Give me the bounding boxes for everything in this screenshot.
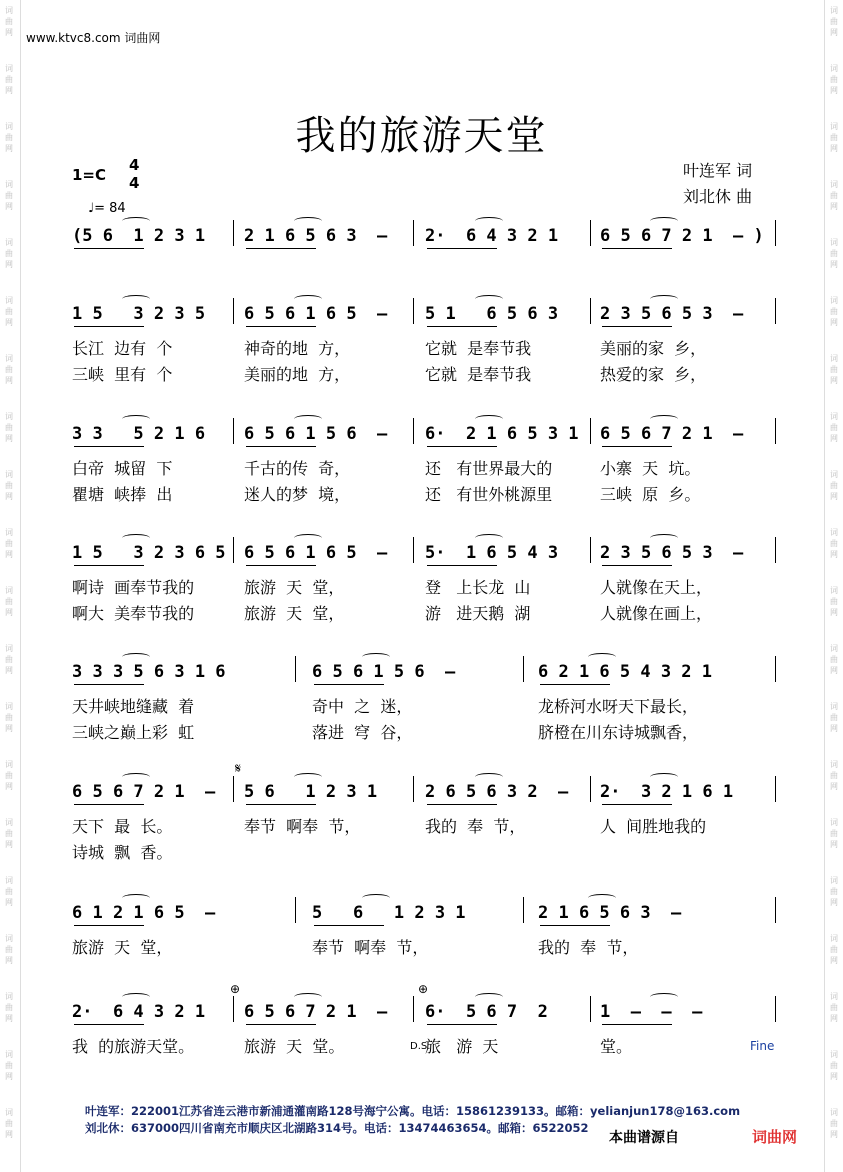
barline: [775, 298, 776, 324]
lyric-segment: 它就 是奉节我: [425, 365, 532, 384]
lyric-segment: 还 有世界最大的: [425, 459, 553, 478]
lyric-segment: 人就像在画上，: [600, 604, 713, 623]
barline: [775, 220, 776, 246]
barline: [233, 220, 234, 246]
lyric-segment: 啊诗 画奉节我的: [72, 578, 195, 597]
slur-mark: [122, 415, 150, 423]
slur-mark: [475, 993, 503, 1001]
slur-mark: [588, 653, 616, 661]
watermark-text: 词 曲 网: [830, 760, 838, 791]
barline: [413, 996, 414, 1022]
watermark-text: 词 曲 网: [830, 6, 838, 37]
slur-mark: [650, 295, 678, 303]
lyric-segment: 旅游 天 堂。: [244, 1037, 345, 1056]
beam-underline: [427, 326, 497, 327]
notation-line: [0, 903, 843, 933]
lyric-segment: 长江 边有 个: [72, 339, 173, 358]
watermark-text: 词 曲 网: [5, 412, 13, 443]
beam-underline: [74, 326, 144, 327]
slur-mark: [294, 773, 322, 781]
time-signature-top: 4: [129, 156, 140, 174]
lyric-segment: 我 的旅游天堂。: [72, 1037, 195, 1056]
watermark-text: 词 曲 网: [5, 1050, 13, 1081]
watermark-text: 词 曲 网: [830, 296, 838, 327]
lyric-segment: 天井峡地缝藏 着: [72, 697, 195, 716]
watermark-text: 词 曲 网: [5, 586, 13, 617]
lyric-segment: 我的 奉 节，: [425, 817, 526, 836]
fine-label: Fine: [750, 1039, 775, 1053]
slur-mark: [294, 993, 322, 1001]
notation-line: [0, 1002, 843, 1032]
measure-notes: 6 5 6 1 6 5 –: [244, 304, 388, 324]
lyric-segment: 我的 奉 节，: [538, 938, 639, 957]
watermark-text: 词 曲 网: [830, 1050, 838, 1081]
slur-mark: [650, 415, 678, 423]
lyric-segment: 千古的传 奇，: [244, 459, 351, 478]
slur-mark: [362, 894, 390, 902]
key-signature: 1=C: [72, 166, 107, 184]
beam-underline: [74, 684, 144, 685]
barline: [413, 220, 414, 246]
time-signature-bottom: 4: [129, 174, 140, 192]
measure-notes: 2 1 6 5 6 3 –: [538, 903, 682, 923]
measure-notes: 2· 3 2 1 6 1: [600, 782, 734, 802]
watermark-text: 词 曲 网: [830, 1108, 838, 1139]
composer-credit: 刘北休 曲: [683, 187, 753, 206]
measure-notes: 5 6 1 2 3 1: [244, 782, 378, 802]
beam-underline: [74, 446, 144, 447]
watermark-text: 词 曲 网: [5, 876, 13, 907]
slur-mark: [475, 217, 503, 225]
watermark-text: 词 曲 网: [5, 760, 13, 791]
beam-underline: [74, 248, 144, 249]
measure-notes: 2 3 5 6 5 3 –: [600, 304, 744, 324]
lyric-segment: 脐橙在川东诗城飘香，: [538, 723, 699, 742]
watermark-text: 词 曲 网: [5, 354, 13, 385]
watermark-text: 词 曲 网: [5, 1108, 13, 1139]
lyric-segment: 小寨 天 坑。: [600, 459, 701, 478]
beam-underline: [246, 446, 316, 447]
right-watermark-strip: [825, 0, 843, 1172]
beam-underline: [427, 446, 497, 447]
notation-line: [0, 424, 843, 454]
source-label: 本曲谱源自: [605, 1127, 683, 1147]
beam-underline: [540, 925, 610, 926]
measure-notes: 6 5 6 7 2 1 –: [600, 424, 744, 444]
lyric-segment: 旅 游 天: [425, 1037, 499, 1056]
barline: [233, 418, 234, 444]
beam-underline: [427, 248, 497, 249]
watermark-text: 词 曲 网: [830, 528, 838, 559]
measure-notes: 1 – – –: [600, 1002, 703, 1022]
lyric-segment: 落进 穹 谷，: [312, 723, 413, 742]
measure-notes: 5· 1 6 5 4 3: [425, 543, 559, 563]
watermark-text: 词 曲 网: [830, 644, 838, 675]
lyric-segment: 人 间胜地我的: [600, 817, 707, 836]
watermark-text: 词 曲 网: [830, 876, 838, 907]
watermark-text: 词 曲 网: [830, 64, 838, 95]
beam-underline: [74, 565, 144, 566]
lyric-segment: 旅游 天 堂，: [72, 938, 173, 957]
slur-mark: [122, 217, 150, 225]
measure-notes: 2 3 5 6 5 3 –: [600, 543, 744, 563]
barline: [233, 996, 234, 1022]
footer-composer-contact: 刘北休：637000四川省南充市顺庆区北湖路314号。电话：13474463654。邮箱：6522052: [85, 1121, 589, 1135]
measure-notes: (5 6 1 2 3 1: [72, 226, 206, 246]
lyric-segment: 旅游 天 堂，: [244, 604, 345, 623]
notation-line: [0, 662, 843, 692]
barline: [775, 996, 776, 1022]
lyric-segment: 旅游 天 堂，: [244, 578, 345, 597]
notation-line: [0, 543, 843, 573]
barline: [775, 418, 776, 444]
barline: [233, 776, 234, 802]
watermark-text: 词 曲 网: [830, 934, 838, 965]
measure-notes: 2· 6 4 3 2 1: [425, 226, 559, 246]
slur-mark: [650, 773, 678, 781]
notation-line: [0, 226, 843, 256]
beam-underline: [246, 804, 316, 805]
lyricist-credit: 叶连军 词: [683, 161, 753, 180]
beam-underline: [602, 1024, 672, 1025]
measure-notes: 1 5 3 2 3 5: [72, 304, 206, 324]
watermark-text: 词 曲 网: [5, 122, 13, 153]
barline: [523, 897, 524, 923]
lyric-segment: 堂。: [600, 1037, 633, 1056]
lyric-segment: 热爱的家 乡，: [600, 365, 707, 384]
slur-mark: [650, 217, 678, 225]
measure-notes: 3 3 5 2 1 6: [72, 424, 206, 444]
song-title: 我的旅游天堂: [295, 113, 548, 159]
lyric-segment: 神奇的地 方，: [244, 339, 351, 358]
watermark-text: 词 曲 网: [5, 528, 13, 559]
barline: [413, 537, 414, 563]
measure-notes: 3 3 3 5 6 3 1 6: [72, 662, 226, 682]
lyric-segment: 白帝 城留 下: [72, 459, 173, 478]
beam-underline: [427, 565, 497, 566]
notation-line: [0, 782, 843, 812]
watermark-text: 词 曲 网: [5, 992, 13, 1023]
barline: [413, 298, 414, 324]
lyric-segment: 美丽的地 方，: [244, 365, 351, 384]
measure-notes: 6 5 6 7 2 1 – ): [600, 226, 764, 246]
slur-mark: [122, 993, 150, 1001]
beam-underline: [602, 804, 672, 805]
slur-mark: [475, 415, 503, 423]
watermark-text: 词 曲 网: [830, 992, 838, 1023]
lyric-segment: 龙桥河水呀天下最长，: [538, 697, 699, 716]
barline: [295, 897, 296, 923]
beam-underline: [246, 248, 316, 249]
watermark-text: 词 曲 网: [5, 180, 13, 211]
segno-sign: 𝄋: [235, 761, 242, 777]
beam-underline: [427, 1024, 497, 1025]
measure-notes: 1 5 3 2 3 6 5: [72, 543, 226, 563]
barline: [775, 897, 776, 923]
watermark-text: 词 曲 网: [5, 644, 13, 675]
barline: [775, 776, 776, 802]
lyric-segment: 美丽的家 乡，: [600, 339, 707, 358]
slur-mark: [122, 773, 150, 781]
beam-underline: [602, 446, 672, 447]
coda-sign-1: ⊕: [230, 982, 241, 996]
watermark-text: 词 曲 网: [5, 934, 13, 965]
lyric-segment: 啊大 美奉节我的: [72, 604, 195, 623]
slur-mark: [122, 534, 150, 542]
footer-lyricist-contact: 叶连军：222001江苏省连云港市新浦通灌南路128号海宁公寓。电话：15861239133。邮箱：yelianjun178@163.com: [85, 1104, 741, 1118]
watermark-text: 词 曲 网: [830, 180, 838, 211]
barline: [775, 656, 776, 682]
measure-notes: 5 1 6 5 6 3: [425, 304, 559, 324]
lyric-segment: 还 有世外桃源里: [425, 485, 553, 504]
beam-underline: [246, 1024, 316, 1025]
slur-mark: [122, 295, 150, 303]
measure-notes: 2 1 6 5 6 3 –: [244, 226, 388, 246]
beam-underline: [314, 684, 384, 685]
slur-mark: [650, 534, 678, 542]
lyric-segment: 三峡 原 乡。: [600, 485, 701, 504]
watermark-text: 词 曲 网: [5, 702, 13, 733]
barline: [413, 776, 414, 802]
slur-mark: [475, 534, 503, 542]
lyric-segment: 游 进天鹅 湖: [425, 604, 531, 623]
beam-underline: [602, 248, 672, 249]
barline: [590, 418, 591, 444]
beam-underline: [314, 925, 384, 926]
slur-mark: [475, 773, 503, 781]
slur-mark: [122, 894, 150, 902]
slur-mark: [122, 653, 150, 661]
watermark-text: 词 曲 网: [5, 470, 13, 501]
tempo-marking: ♩= 84: [88, 201, 126, 216]
barline: [775, 537, 776, 563]
beam-underline: [427, 804, 497, 805]
lyric-segment: 迷人的梦 境，: [244, 485, 351, 504]
slur-mark: [362, 653, 390, 661]
watermark-text: 词 曲 网: [830, 702, 838, 733]
watermark-text: 词 曲 网: [5, 6, 13, 37]
watermark-text: 词 曲 网: [830, 354, 838, 385]
slur-mark: [294, 217, 322, 225]
measure-notes: 6· 2 1 6 5 3 1: [425, 424, 579, 444]
barline: [590, 776, 591, 802]
ds-label: D.S.: [410, 1041, 431, 1052]
beam-underline: [74, 804, 144, 805]
barline: [295, 656, 296, 682]
lyric-segment: 天下 最 长。: [72, 817, 173, 836]
measure-notes: 6· 5 6 7 2: [425, 1002, 548, 1022]
barline: [523, 656, 524, 682]
watermark-text: 词 曲 网: [830, 238, 838, 269]
measure-notes: 6 5 6 1 5 6 –: [312, 662, 456, 682]
lyric-segment: 奉节 啊奉 节，: [244, 817, 361, 836]
brand-logo-text[interactable]: 词曲网: [752, 1128, 798, 1146]
lyric-segment: 三峡 里有 个: [72, 365, 173, 384]
lyric-segment: 奇中 之 迷，: [312, 697, 413, 716]
beam-underline: [74, 925, 144, 926]
beam-underline: [74, 1024, 144, 1025]
beam-underline: [246, 565, 316, 566]
barline: [590, 298, 591, 324]
barline: [590, 537, 591, 563]
measure-notes: 6 5 6 1 6 5 –: [244, 543, 388, 563]
slur-mark: [588, 894, 616, 902]
site-header[interactable]: www.ktvc8.com 词曲网: [26, 31, 161, 45]
slur-mark: [475, 295, 503, 303]
slur-mark: [294, 534, 322, 542]
watermark-text: 词 曲 网: [5, 296, 13, 327]
watermark-text: 词 曲 网: [5, 64, 13, 95]
left-watermark-strip: [0, 0, 18, 1172]
measure-notes: 6 5 6 1 5 6 –: [244, 424, 388, 444]
watermark-text: 词 曲 网: [830, 470, 838, 501]
measure-notes: 6 2 1 6 5 4 3 2 1: [538, 662, 712, 682]
barline: [590, 220, 591, 246]
beam-underline: [602, 565, 672, 566]
watermark-text: 词 曲 网: [830, 586, 838, 617]
lyric-segment: 三峡之巅上彩 虹: [72, 723, 195, 742]
lyric-segment: 登 上长龙 山: [425, 578, 531, 597]
beam-underline: [602, 326, 672, 327]
measure-notes: 2 6 5 6 3 2 –: [425, 782, 569, 802]
measure-notes: 2· 6 4 3 2 1: [72, 1002, 206, 1022]
watermark-text: 词 曲 网: [830, 412, 838, 443]
slur-mark: [294, 295, 322, 303]
barline: [590, 996, 591, 1022]
measure-notes: 5 6 1 2 3 1: [312, 903, 466, 923]
notation-line: [0, 304, 843, 334]
lyric-segment: 瞿塘 峡捧 出: [72, 485, 173, 504]
lyric-segment: 人就像在天上，: [600, 578, 713, 597]
lyric-segment: 奉节 啊奉 节，: [312, 938, 429, 957]
watermark-text: 词 曲 网: [830, 122, 838, 153]
beam-underline: [540, 684, 610, 685]
measure-notes: 6 5 6 7 2 1 –: [72, 782, 216, 802]
coda-sign-2: ⊕: [418, 982, 429, 996]
measure-notes: 6 1 2 1 6 5 –: [72, 903, 216, 923]
watermark-text: 词 曲 网: [830, 818, 838, 849]
slur-mark: [650, 993, 678, 1001]
barline: [413, 418, 414, 444]
slur-mark: [294, 415, 322, 423]
barline: [233, 537, 234, 563]
lyric-segment: 它就 是奉节我: [425, 339, 532, 358]
watermark-text: 词 曲 网: [5, 238, 13, 269]
barline: [233, 298, 234, 324]
measure-notes: 6 5 6 7 2 1 –: [244, 1002, 388, 1022]
watermark-text: 词 曲 网: [5, 818, 13, 849]
lyric-segment: 诗城 飘 香。: [72, 843, 173, 862]
beam-underline: [246, 326, 316, 327]
